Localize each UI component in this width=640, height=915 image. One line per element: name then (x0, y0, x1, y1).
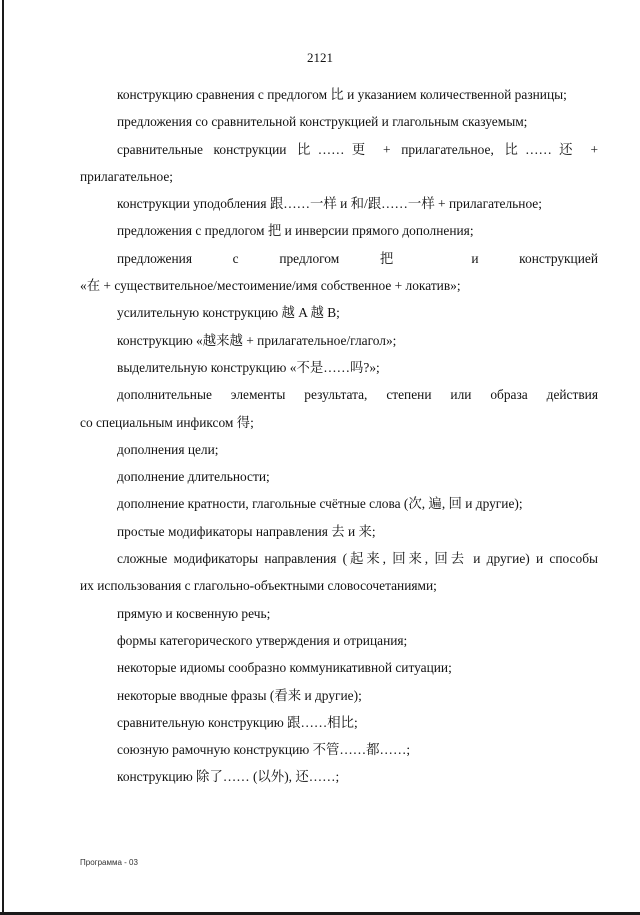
text-line: «在 + существительное/местоимение/имя собственное + локатив»; (80, 278, 461, 294)
page-border-left (2, 0, 4, 915)
text-line: сравнительную конструкцию 跟……相比; (117, 714, 358, 730)
text-line: сложные модификаторы направления (起来, 回来, 回去 и другие) и способы (117, 551, 598, 567)
text-line: дополнение кратности, глагольные счётные слова (次, 遍, 回 и другие); (117, 496, 523, 512)
text-line: предложения со сравнительной конструкцией и глагольным сказуемым; (117, 114, 528, 130)
text-line: предложения с предлогом 把 и конструкцией (117, 250, 598, 266)
page-number: 2121 (307, 50, 333, 65)
text-line: усилительную конструкцию 越 A 越 B; (117, 305, 340, 321)
text-line: простые модификаторы направления 去 и 来; (117, 523, 376, 539)
text-line: их использования с глагольно-объектными словосочетаниями; (80, 578, 437, 594)
text-line: конструкцию 除了…… (以外), 还……; (117, 769, 340, 785)
page-footer: Программа - 03 (80, 858, 138, 867)
document-body (80, 81, 598, 791)
text-line: конструкцию сравнения с предлогом 比 и указанием количественной разницы; (117, 87, 567, 102)
text-line: прямую и косвенную речь; (117, 605, 271, 621)
text-line: конструкцию «越来越 + прилагательное/глагол»; (117, 332, 397, 348)
text-line: дополнительные элементы результата, степени или образа действия (117, 387, 598, 403)
text-line: прилагательное; (80, 168, 174, 184)
text-line: союзную рамочную конструкцию 不管……都……; (117, 742, 411, 758)
text-line: дополнения цели; (117, 441, 219, 457)
text-line: со специальным инфиксом 得; (80, 414, 254, 430)
text-line: некоторые идиомы сообразно коммуникативной ситуации; (117, 660, 452, 676)
text-line: некоторые вводные фразы (看来 и другие); (117, 687, 362, 703)
text-line: предложения с предлогом 把 и инверсии прямого дополнения; (117, 223, 474, 239)
text-line: дополнение длительности; (117, 469, 270, 485)
text-line: конструкции уподобления 跟……一样 и 和/跟……一样 + прилагательное; (117, 196, 542, 212)
text-line: формы категорического утверждения и отрицания; (117, 632, 408, 648)
text-line: выделительную конструкцию «不是……吗?»; (117, 359, 380, 375)
text-line: сравнительные конструкции 比……更 + прилагательное, 比……还 + (117, 141, 598, 157)
